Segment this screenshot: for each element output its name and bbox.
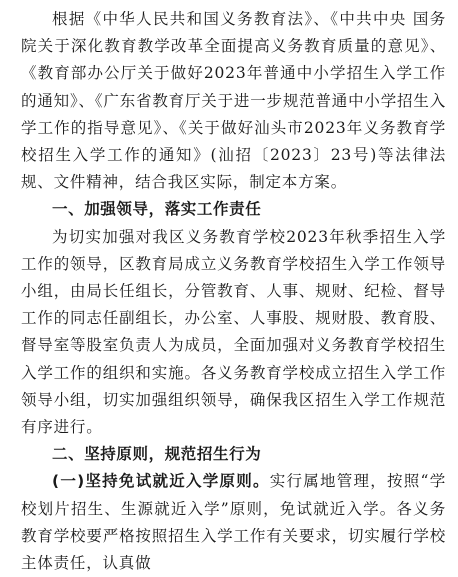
intro-paragraph: 根据《中华人民共和国义务教育法》、《中共中央 国务院关于深化教育教学改革全面提高义务教育质量的意见》、《教育部办公厅关于做好2023年普通中小学招生入学工作的通知》、《广东省教育厅关于进一步规范普通中小学招生入学工作的指导意见》、《关于做好汕头市2023年义务教育学校招生入学工作的通知》(汕招〔2023〕23号)等法律法规、文件精神，结合我区实际，制定本方案。 [21,10,446,192]
section-2-sub-heading: (一)坚持免试就近入学原则。 [52,472,270,491]
section-1-heading: 一、加强领导，落实工作责任 [52,200,262,219]
section-2-paragraph-text: 实行属地管理，按照“学校划片招生、生源就近入学”原则，免试就近入学。各义务教育学校要严格按照招生入学工作有关要求，切实履行学校主体责任，认真做 [21,472,446,573]
section-2-heading: 二、坚持原则，规范招生行为 [52,445,262,464]
section-1-paragraph: 为切实加强对我区义务教育学校2023年秋季招生入学工作的领导，区教育局成立义务教育学校招生入学工作领导小组，由局长任组长，分管教育、人事、规财、纪检、督导工作的同志任副组长，办公室、人事股、规财股、教育股、督导室等股室负责人为成员，全面加强对义务教育学校招生入学工作的组织和实施。各义务教育学校成立招生入学工作领导小组，切实加强组织领导，确保我区招生入学工作规范有序进行。 [21,227,446,437]
section-2-paragraph [21,468,446,577]
